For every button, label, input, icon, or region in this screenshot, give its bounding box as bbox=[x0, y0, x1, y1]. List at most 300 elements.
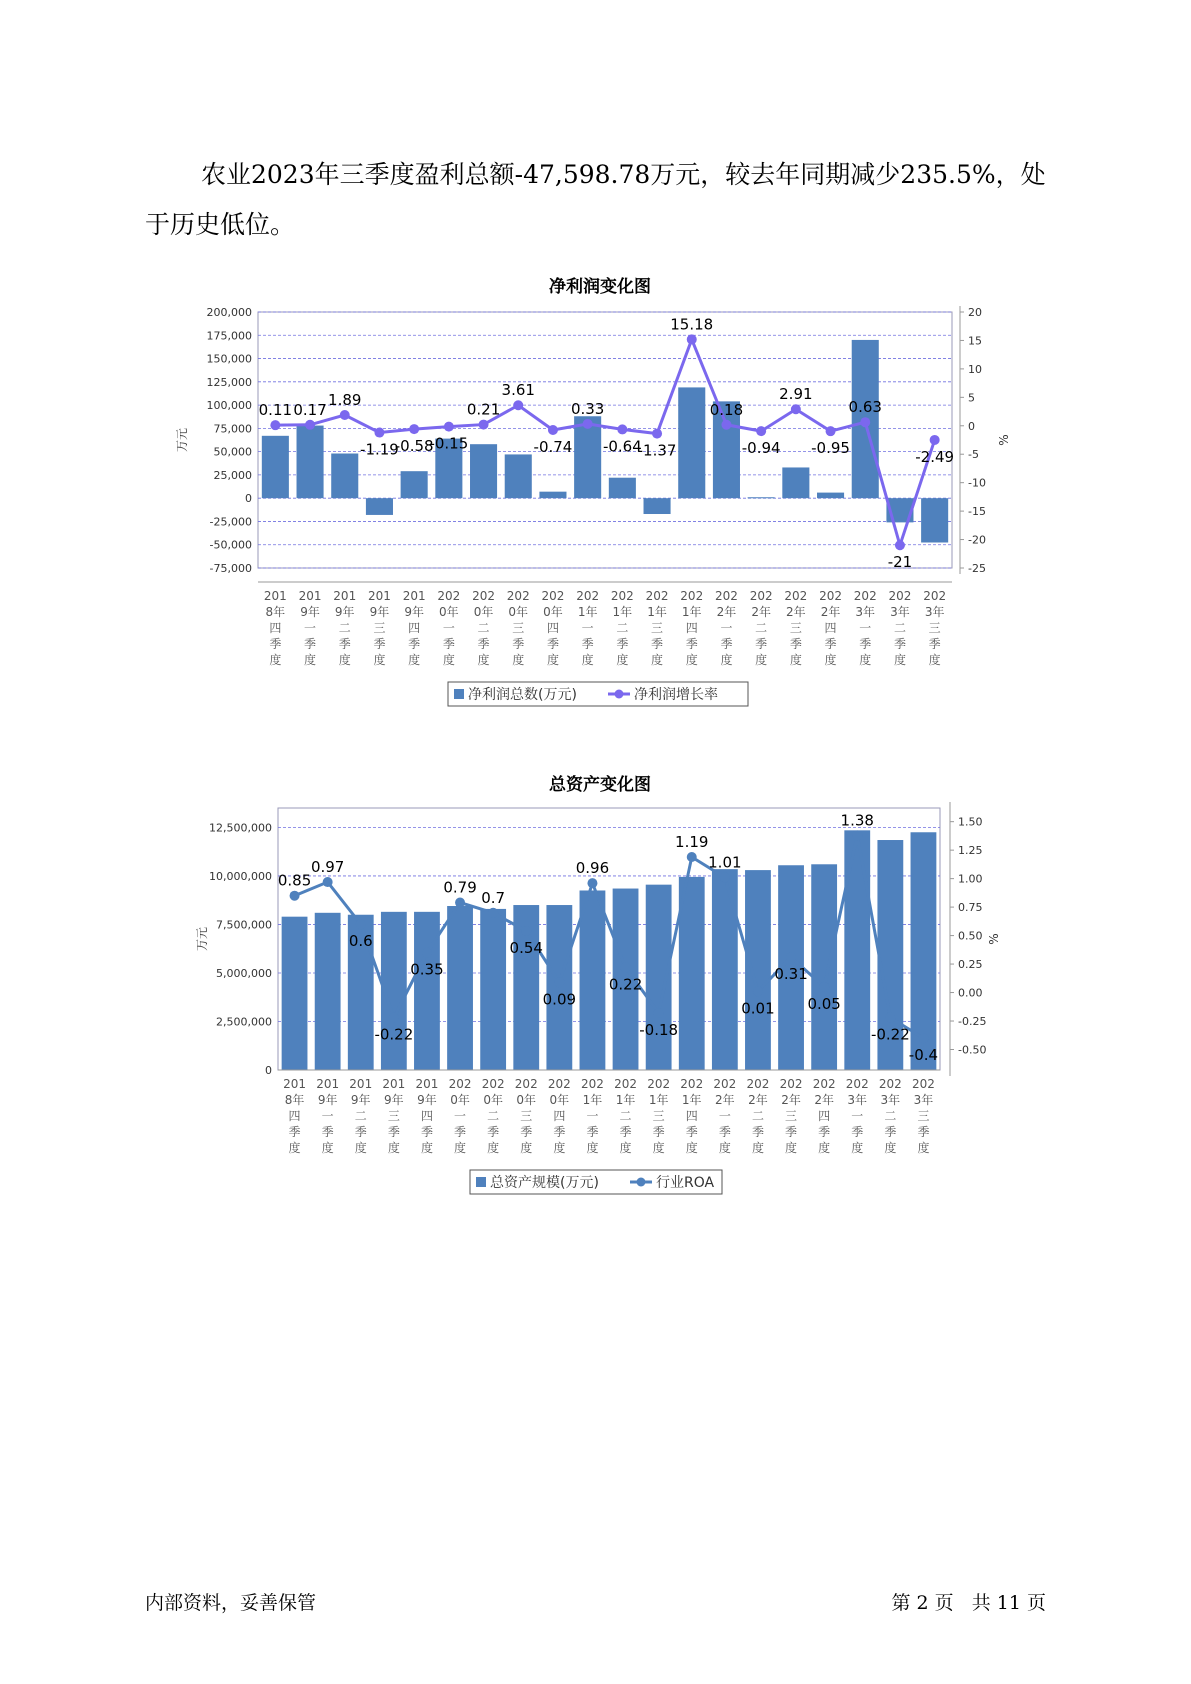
bar bbox=[782, 467, 809, 498]
category-label: 202 bbox=[845, 1077, 869, 1091]
category-label: 三 bbox=[652, 1109, 665, 1123]
category-label: 202 bbox=[481, 1077, 505, 1091]
category-label: 3年 bbox=[890, 605, 910, 619]
bar bbox=[811, 864, 837, 1070]
left-tick-label: 50,000 bbox=[213, 445, 252, 459]
category-label: 度 bbox=[487, 1141, 500, 1155]
line-data-label: 0.09 bbox=[542, 990, 577, 1009]
category-label: 201 bbox=[367, 589, 391, 603]
left-tick-label: 0 bbox=[245, 492, 252, 506]
right-tick-label: -10 bbox=[968, 476, 986, 490]
bar bbox=[401, 471, 428, 498]
category-label: 2年 bbox=[716, 605, 737, 619]
category-label: 三 bbox=[512, 621, 525, 635]
category-label: 度 bbox=[928, 653, 941, 667]
category-label: 度 bbox=[477, 653, 490, 667]
right-tick-label: 0.50 bbox=[958, 929, 983, 943]
category-label: 度 bbox=[917, 1141, 930, 1155]
category-label: 202 bbox=[645, 589, 669, 603]
category-label: 三 bbox=[789, 621, 802, 635]
right-tick-label: 5 bbox=[968, 391, 975, 405]
line-point bbox=[826, 426, 836, 436]
category-label: 202 bbox=[610, 589, 634, 603]
category-label: 季 bbox=[619, 1125, 632, 1139]
line-data-label: 15.18 bbox=[670, 315, 714, 334]
bar bbox=[844, 830, 870, 1070]
net-profit-chart-title: 净利润变化图 bbox=[549, 277, 651, 297]
bar bbox=[644, 498, 671, 514]
line-point bbox=[422, 948, 432, 958]
bar bbox=[282, 917, 308, 1070]
category-label: 季 bbox=[818, 1125, 831, 1139]
category-label: 度 bbox=[553, 1141, 566, 1155]
category-label: 四 bbox=[269, 621, 282, 635]
category-label: 202 bbox=[448, 1077, 472, 1091]
category-label: 2年 bbox=[748, 1093, 768, 1107]
category-label: 202 bbox=[713, 1077, 737, 1091]
category-label: 202 bbox=[472, 589, 496, 603]
line-data-label: -0.74 bbox=[533, 437, 573, 456]
category-label: 9年 bbox=[300, 605, 320, 619]
category-label: 202 bbox=[680, 589, 704, 603]
line-point bbox=[290, 891, 300, 901]
line-point bbox=[583, 419, 593, 429]
category-label: 202 bbox=[779, 1077, 803, 1091]
line-point bbox=[895, 540, 905, 550]
category-label: 202 bbox=[680, 1077, 704, 1091]
bar bbox=[331, 453, 358, 498]
line-point bbox=[687, 334, 697, 344]
category-label: 1年 bbox=[681, 1093, 702, 1107]
category-label: 3年 bbox=[847, 1093, 868, 1107]
legend-bar-label: 总资产规模(万元) bbox=[490, 1175, 599, 1191]
category-label: 度 bbox=[884, 1141, 897, 1155]
line-data-label: -0.58 bbox=[394, 437, 434, 456]
category-label: 201 bbox=[402, 589, 426, 603]
bar bbox=[546, 905, 572, 1070]
line-point bbox=[323, 877, 333, 887]
category-label: 季 bbox=[586, 1125, 599, 1139]
category-label: 202 bbox=[506, 589, 530, 603]
line-data-label: 0.6 bbox=[348, 932, 373, 951]
category-label: 2年 bbox=[820, 605, 841, 619]
line-point bbox=[652, 429, 662, 439]
category-label: 度 bbox=[387, 1141, 400, 1155]
category-label: 季 bbox=[354, 1125, 367, 1139]
line-point bbox=[753, 986, 763, 996]
category-label: 一 bbox=[581, 621, 594, 635]
bar bbox=[262, 436, 289, 498]
bar bbox=[712, 869, 738, 1070]
line-data-label: 1.89 bbox=[328, 391, 362, 410]
right-tick-label: 0 bbox=[968, 419, 975, 433]
right-tick-label: 0.00 bbox=[958, 986, 983, 1000]
category-label: 3年 bbox=[924, 605, 945, 619]
category-label: 度 bbox=[512, 653, 525, 667]
left-tick-label: -75,000 bbox=[209, 562, 252, 575]
category-label: 度 bbox=[818, 1141, 831, 1155]
category-label: 202 bbox=[819, 589, 843, 603]
line-point bbox=[409, 424, 419, 434]
category-label: 季 bbox=[338, 637, 351, 651]
category-label: 季 bbox=[487, 1125, 500, 1139]
line-data-label: 0.97 bbox=[310, 858, 345, 877]
category-label: 201 bbox=[349, 1077, 373, 1091]
category-label: 季 bbox=[616, 637, 629, 651]
category-label: 一 bbox=[442, 621, 455, 635]
category-label: 度 bbox=[546, 653, 559, 667]
category-label: 二 bbox=[751, 1109, 764, 1123]
category-label: 度 bbox=[685, 1141, 698, 1155]
category-label: 一 bbox=[718, 1109, 731, 1123]
category-label: 1年 bbox=[615, 1093, 636, 1107]
category-label: 四 bbox=[818, 1109, 831, 1123]
line-data-label: -0.18 bbox=[639, 1021, 679, 1040]
category-label: 季 bbox=[581, 637, 594, 651]
category-label: 季 bbox=[893, 637, 906, 651]
line-data-label: 0.11 bbox=[258, 401, 293, 420]
line-data-label: -0.94 bbox=[741, 439, 781, 458]
footer-page-number: 第 2 页 共 11 页 bbox=[891, 1592, 1046, 1614]
category-label: 季 bbox=[512, 637, 525, 651]
line-data-label: 0.33 bbox=[570, 399, 605, 418]
category-label: 0年 bbox=[439, 605, 459, 619]
line-data-label: 1.38 bbox=[840, 811, 874, 830]
line-data-label: 1.01 bbox=[708, 853, 742, 872]
category-label: 1年 bbox=[582, 1093, 603, 1107]
line-point bbox=[756, 426, 766, 436]
category-label: 202 bbox=[541, 589, 565, 603]
legend-bar-label: 净利润总数(万元) bbox=[468, 687, 577, 703]
category-label: 202 bbox=[923, 589, 947, 603]
right-tick-label: 0.25 bbox=[958, 958, 983, 972]
line-point bbox=[389, 1013, 399, 1023]
category-label: 四 bbox=[685, 621, 698, 635]
category-label: 度 bbox=[651, 653, 664, 667]
category-label: 季 bbox=[269, 637, 282, 651]
line-point bbox=[479, 420, 489, 430]
category-label: 9年 bbox=[384, 1093, 404, 1107]
left-tick-label: -50,000 bbox=[209, 538, 252, 552]
legend-bar-swatch bbox=[476, 1177, 486, 1187]
right-tick-label: -5 bbox=[968, 448, 979, 462]
line-data-label: 2.91 bbox=[779, 385, 813, 404]
category-label: 201 bbox=[298, 589, 322, 603]
line-data-label: -2.49 bbox=[915, 447, 955, 466]
line-data-label: 0.17 bbox=[293, 400, 327, 419]
category-label: 季 bbox=[520, 1125, 533, 1139]
category-label: 201 bbox=[283, 1077, 307, 1091]
category-label: 1年 bbox=[612, 605, 633, 619]
legend-line-label: 净利润增长率 bbox=[634, 687, 718, 703]
category-label: 202 bbox=[647, 1077, 671, 1091]
left-tick-label: 2,500,000 bbox=[216, 1015, 272, 1029]
line-data-label: -0.4 bbox=[908, 1046, 939, 1065]
line-point bbox=[513, 400, 523, 410]
category-label: 度 bbox=[408, 653, 421, 667]
category-label: 度 bbox=[785, 1141, 798, 1155]
line-point bbox=[374, 428, 384, 438]
line-data-label: 1.19 bbox=[675, 832, 709, 851]
category-label: 季 bbox=[288, 1125, 301, 1139]
category-label: 三 bbox=[785, 1109, 798, 1123]
category-label: 二 bbox=[487, 1109, 500, 1123]
category-label: 季 bbox=[373, 637, 386, 651]
right-tick-label: 10 bbox=[968, 362, 982, 376]
category-label: 201 bbox=[382, 1077, 406, 1091]
category-label: 一 bbox=[454, 1109, 467, 1123]
category-label: 季 bbox=[917, 1125, 930, 1139]
right-tick-label: 1.00 bbox=[958, 872, 983, 886]
category-label: 四 bbox=[408, 621, 421, 635]
bar bbox=[470, 444, 497, 498]
category-label: 202 bbox=[784, 589, 808, 603]
line-point bbox=[488, 908, 498, 918]
category-label: 202 bbox=[580, 1077, 604, 1091]
category-label: 度 bbox=[751, 1141, 764, 1155]
summary-paragraph: 农业2023年三季度盈利总额-47,598.78万元，较去年同期减少235.5%，处于历史低位。 bbox=[145, 160, 1046, 239]
left-tick-label: 200,000 bbox=[206, 306, 252, 319]
category-label: 9年 bbox=[369, 605, 390, 619]
category-label: 度 bbox=[755, 653, 768, 667]
category-label: 202 bbox=[853, 589, 877, 603]
category-label: 三 bbox=[520, 1109, 533, 1123]
category-label: 季 bbox=[755, 637, 768, 651]
category-label: 202 bbox=[888, 589, 912, 603]
right-tick-label: -0.25 bbox=[958, 1015, 987, 1029]
category-label: 度 bbox=[581, 653, 594, 667]
category-label: 2年 bbox=[781, 1093, 801, 1107]
line-point bbox=[548, 425, 558, 435]
category-label: 季 bbox=[477, 637, 490, 651]
category-label: 度 bbox=[720, 653, 733, 667]
line-point bbox=[621, 962, 631, 972]
bar bbox=[505, 454, 532, 498]
bar bbox=[447, 906, 473, 1070]
category-label: 四 bbox=[685, 1109, 698, 1123]
left-tick-label: 25,000 bbox=[213, 468, 252, 482]
category-label: 度 bbox=[354, 1141, 367, 1155]
line-data-label: -1.19 bbox=[360, 440, 399, 459]
category-label: 季 bbox=[652, 1125, 665, 1139]
category-label: 三 bbox=[373, 621, 386, 635]
category-label: 度 bbox=[586, 1141, 599, 1155]
line-point bbox=[356, 919, 366, 929]
line-data-label: -0.64 bbox=[602, 437, 642, 456]
legend-line-marker bbox=[637, 1178, 646, 1187]
category-label: 201 bbox=[263, 589, 287, 603]
category-label: 一 bbox=[304, 621, 317, 635]
category-label: 202 bbox=[576, 589, 600, 603]
category-label: 四 bbox=[553, 1109, 566, 1123]
line-point bbox=[687, 852, 697, 862]
right-tick-label: 1.50 bbox=[958, 815, 983, 829]
category-label: 度 bbox=[824, 653, 837, 667]
bar bbox=[745, 870, 771, 1070]
category-label: 201 bbox=[316, 1077, 340, 1091]
category-label: 1年 bbox=[648, 1093, 669, 1107]
category-label: 度 bbox=[454, 1141, 467, 1155]
bar bbox=[580, 890, 606, 1070]
category-label: 0年 bbox=[516, 1093, 537, 1107]
category-label: 二 bbox=[338, 621, 351, 635]
category-label: 0年 bbox=[549, 1093, 570, 1107]
total-assets-chart-title: 总资产变化图 bbox=[549, 775, 651, 795]
line-data-label: 0.96 bbox=[575, 859, 610, 878]
category-label: 三 bbox=[651, 621, 664, 635]
category-label: 9年 bbox=[404, 605, 424, 619]
left-tick-label: 0 bbox=[265, 1064, 272, 1077]
category-label: 0年 bbox=[473, 605, 494, 619]
category-label: 0年 bbox=[508, 605, 529, 619]
line-data-label: 0.54 bbox=[509, 939, 543, 958]
net-profit-chart bbox=[0, 290, 1191, 730]
category-label: 度 bbox=[789, 653, 802, 667]
category-label: 度 bbox=[718, 1141, 731, 1155]
category-label: 度 bbox=[616, 653, 629, 667]
line-point bbox=[791, 404, 801, 414]
line-point bbox=[444, 422, 454, 432]
category-label: 度 bbox=[420, 1141, 433, 1155]
category-label: 度 bbox=[851, 1141, 864, 1155]
bar bbox=[297, 426, 324, 499]
category-label: 202 bbox=[878, 1077, 902, 1091]
category-label: 202 bbox=[614, 1077, 638, 1091]
legend-bar-swatch bbox=[454, 689, 464, 699]
line-data-label: 0.01 bbox=[741, 999, 775, 1018]
category-label: 度 bbox=[373, 653, 386, 667]
category-label: 季 bbox=[420, 1125, 433, 1139]
category-label: 201 bbox=[333, 589, 357, 603]
line-point bbox=[918, 1033, 928, 1043]
category-label: 度 bbox=[269, 653, 282, 667]
category-label: 202 bbox=[746, 1077, 770, 1091]
left-tick-label: 10,000,000 bbox=[209, 869, 272, 883]
category-label: 度 bbox=[288, 1141, 301, 1155]
category-label: 2年 bbox=[786, 605, 806, 619]
category-label: 季 bbox=[442, 637, 455, 651]
category-label: 二 bbox=[354, 1109, 367, 1123]
category-label: 三 bbox=[928, 621, 941, 635]
line-point bbox=[587, 878, 597, 888]
category-label: 2年 bbox=[751, 605, 771, 619]
line-point bbox=[852, 830, 862, 840]
category-label: 202 bbox=[547, 1077, 571, 1091]
category-label: 1年 bbox=[577, 605, 598, 619]
category-label: 季 bbox=[789, 637, 802, 651]
left-axis-title: 万元 bbox=[195, 926, 209, 952]
line-point bbox=[455, 898, 465, 908]
category-label: 季 bbox=[851, 1125, 864, 1139]
category-label: 0年 bbox=[483, 1093, 503, 1107]
left-tick-label: 12,500,000 bbox=[209, 821, 272, 835]
category-label: 季 bbox=[720, 637, 733, 651]
category-label: 度 bbox=[685, 653, 698, 667]
bar bbox=[414, 912, 440, 1070]
category-label: 二 bbox=[884, 1109, 897, 1123]
category-label: 二 bbox=[477, 621, 490, 635]
category-label: 度 bbox=[619, 1141, 632, 1155]
line-data-label: 0.63 bbox=[848, 398, 882, 417]
category-label: 二 bbox=[893, 621, 906, 635]
category-label: 季 bbox=[751, 1125, 764, 1139]
category-label: 1年 bbox=[681, 605, 702, 619]
line-data-label: 0.79 bbox=[443, 878, 477, 897]
left-axis-title: 万元 bbox=[175, 427, 189, 453]
category-label: 2年 bbox=[715, 1093, 735, 1107]
line-point bbox=[721, 420, 731, 430]
category-label: 202 bbox=[437, 589, 461, 603]
line-point bbox=[617, 424, 627, 434]
line-data-label: 0.35 bbox=[410, 960, 444, 979]
category-label: 二 bbox=[619, 1109, 632, 1123]
category-label: 9年 bbox=[350, 1093, 371, 1107]
category-label: 201 bbox=[415, 1077, 439, 1091]
category-label: 季 bbox=[553, 1125, 566, 1139]
category-label: 季 bbox=[685, 637, 698, 651]
line-data-label: -21 bbox=[887, 553, 913, 572]
line-point bbox=[860, 417, 870, 427]
category-label: 季 bbox=[546, 637, 559, 651]
category-label: 8年 bbox=[265, 605, 286, 619]
bar bbox=[539, 492, 566, 499]
line-data-label: -0.22 bbox=[870, 1025, 910, 1044]
category-label: 三 bbox=[917, 1109, 930, 1123]
category-label: 季 bbox=[685, 1125, 698, 1139]
line-data-label: 0.7 bbox=[481, 888, 506, 907]
category-label: 四 bbox=[288, 1109, 301, 1123]
line-point bbox=[521, 926, 531, 936]
bar bbox=[609, 478, 636, 498]
right-tick-label: 1.25 bbox=[958, 844, 983, 858]
category-label: 一 bbox=[321, 1109, 334, 1123]
bar bbox=[480, 909, 506, 1070]
right-tick-label: -25 bbox=[968, 562, 986, 575]
line-point bbox=[654, 1008, 664, 1018]
category-label: 9年 bbox=[417, 1093, 437, 1107]
line-data-label: -1.37 bbox=[637, 441, 677, 460]
total-assets-chart bbox=[0, 790, 1191, 1230]
category-label: 季 bbox=[785, 1125, 798, 1139]
left-tick-label: 7,500,000 bbox=[216, 918, 272, 932]
line-point bbox=[270, 420, 280, 430]
category-label: 8年 bbox=[284, 1093, 305, 1107]
right-axis-title: % bbox=[987, 933, 1001, 945]
category-label: 二 bbox=[616, 621, 629, 635]
category-label: 一 bbox=[586, 1109, 599, 1123]
category-label: 三 bbox=[387, 1109, 400, 1123]
line-point bbox=[720, 872, 730, 882]
category-label: 3年 bbox=[855, 605, 876, 619]
left-tick-label: 125,000 bbox=[206, 375, 252, 389]
category-label: 1年 bbox=[647, 605, 667, 619]
category-label: 季 bbox=[718, 1125, 731, 1139]
line-data-label: 0.85 bbox=[277, 871, 312, 890]
left-tick-label: 150,000 bbox=[206, 352, 252, 366]
right-tick-label: -20 bbox=[968, 533, 986, 547]
category-label: 202 bbox=[514, 1077, 538, 1091]
line-point bbox=[554, 977, 564, 987]
line-point bbox=[305, 420, 315, 430]
category-label: 202 bbox=[749, 589, 773, 603]
category-label: 一 bbox=[851, 1109, 864, 1123]
category-label: 3年 bbox=[880, 1093, 901, 1107]
line-data-label: 0.31 bbox=[774, 965, 808, 984]
category-label: 季 bbox=[859, 637, 872, 651]
category-label: 202 bbox=[812, 1077, 836, 1091]
line-point bbox=[819, 982, 829, 992]
category-label: 度 bbox=[338, 653, 351, 667]
